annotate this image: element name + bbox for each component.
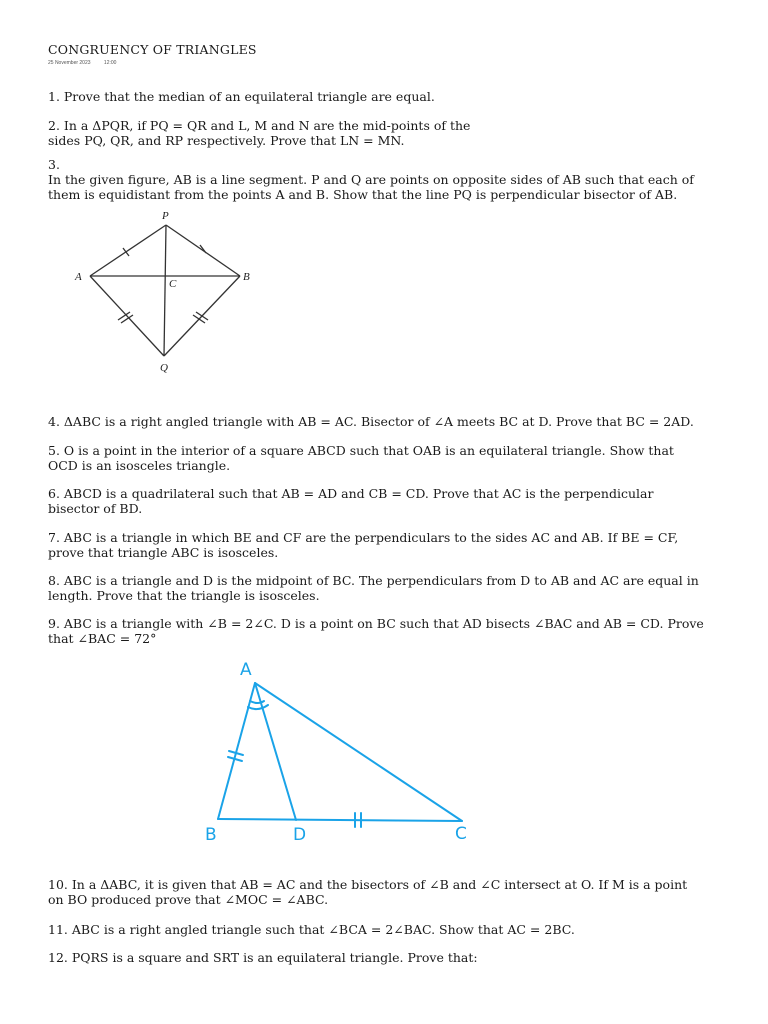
question-6 (48, 486, 653, 516)
question-7 (48, 530, 678, 560)
label-d: D (293, 825, 307, 845)
label-c: C (455, 824, 467, 844)
triangle-figure (200, 655, 490, 850)
segment-pb (166, 225, 240, 276)
question-9 (48, 616, 704, 646)
question-8-line-1: 8. ABC is a triangle and D is the midpoint of BC. The perpendiculars from D to AB and AC are equal in (48, 573, 699, 588)
question-6-line-1: 6. ABCD is a quadrilateral such that AB = AD and CB = CD. Prove that AC is the perpendicular (48, 486, 654, 501)
question-10-line-2: on BO produced prove that ∠MOC = ∠ABC. (48, 892, 329, 907)
question-9-line-2: that ∠BAC = 72° (48, 631, 157, 646)
tick-pa (123, 248, 129, 256)
label-a: A (75, 271, 82, 283)
question-2-line-2: sides PQ, QR, and RP respectively. Prove that LN = MN. (48, 133, 405, 148)
label-p: P (162, 210, 169, 222)
question-5 (48, 443, 674, 473)
question-7-line-1: 7. ABC is a triangle in which BE and CF are the perpendiculars to the sides AC and AB. If BE = CF, (48, 530, 679, 545)
question-12: 12. PQRS is a square and SRT is an equilateral triangle. Prove that: (48, 950, 478, 965)
question-1: 1. Prove that the median of an equilateral triangle are equal. (48, 89, 435, 104)
question-5-line-2: OCD is an isosceles triangle. (48, 458, 231, 473)
question-5-line-1: 5. O is a point in the interior of a square ABCD such that OAB is an equilateral triangle. Show that (48, 443, 674, 458)
label-a: A (240, 660, 252, 680)
question-7-line-2: prove that triangle ABC is isosceles. (48, 545, 279, 560)
question-11: 11. ABC is a right angled triangle such that ∠BCA = 2∠BAC. Show that AC = 2BC. (48, 922, 575, 937)
kite-figure (70, 205, 270, 380)
question-6-line-2: bisector of BD. (48, 501, 143, 516)
question-3-number: 3. (48, 157, 60, 172)
question-9-line-1: 9. ABC is a triangle with ∠B = 2∠C. D is a point on BC such that AD bisects ∠BAC and AB = CD. Prove (48, 616, 704, 631)
question-3-line-1: In the given figure, AB is a line segment. P and Q are points on opposite sides of AB such that each of (48, 172, 694, 187)
segment-pa (90, 225, 166, 276)
question-3 (48, 157, 694, 202)
angle-arc-2 (248, 705, 268, 709)
question-8 (48, 573, 699, 603)
segment-ad (255, 683, 296, 820)
segment-pq (164, 225, 166, 356)
angle-arc-1 (250, 701, 264, 703)
page-title: CONGRUENCY OF TRIANGLES (48, 42, 257, 57)
label-b: B (243, 271, 250, 283)
segment-bc (218, 819, 462, 821)
segment-ac (255, 683, 462, 821)
question-10 (48, 877, 687, 907)
question-8-line-2: length. Prove that the triangle is isosceles. (48, 588, 320, 603)
label-q: Q (160, 362, 168, 374)
label-c: C (169, 278, 177, 290)
question-10-line-1: 10. In a ΔABC, it is given that AB = AC and the bisectors of ∠B and ∠C intersect at O. If M is a point (48, 877, 688, 892)
page-date: 25 November 2023 (48, 60, 91, 66)
question-2 (48, 118, 470, 148)
question-3-line-2: them is equidistant from the points A and B. Show that the line PQ is perpendicular bisector of AB. (48, 187, 678, 202)
page-time: 12:00 (103, 60, 117, 66)
page-meta (48, 60, 128, 66)
question-4: 4. ΔABC is a right angled triangle with AB = AC. Bisector of ∠A meets BC at D. Prove that BC = 2AD. (48, 414, 694, 429)
segment-aq (90, 276, 164, 356)
label-b: B (205, 825, 217, 845)
segment-ab (218, 683, 255, 819)
question-2-line-1: 2. In a ΔPQR, if PQ = QR and L, M and N are the mid-points of the (48, 118, 471, 133)
